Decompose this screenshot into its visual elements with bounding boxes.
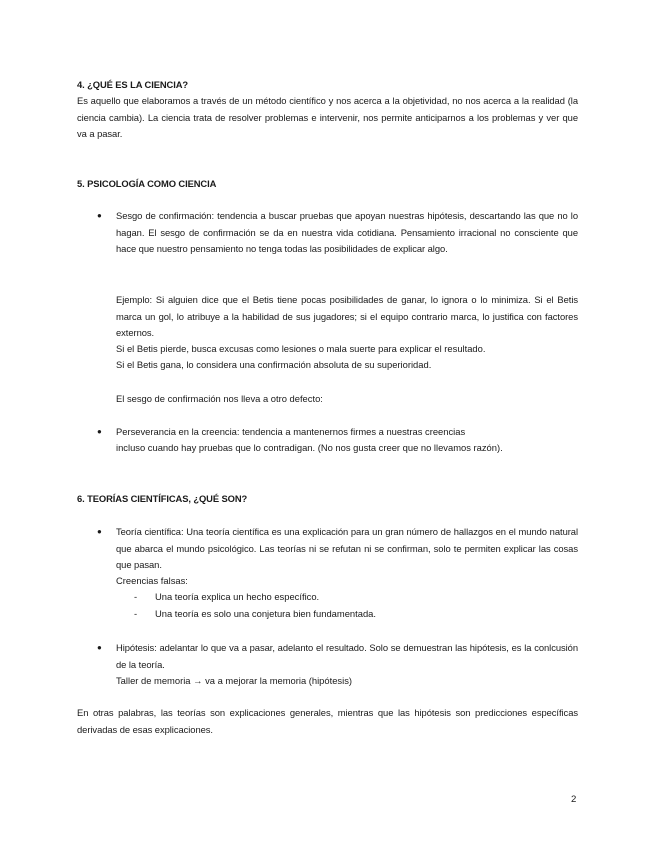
memory-workshop-example: Taller de memoria → va a mejorar la memoria (hipótesis) — [116, 675, 353, 686]
page-number: 2 — [571, 794, 577, 805]
section-4-heading: 4. ¿QUÉ ES LA CIENCIA? — [77, 79, 189, 90]
dash-icon: - — [134, 591, 138, 602]
section-6-heading: 6. TEORÍAS CIENTÍFICAS, ¿QUÉ SON? — [77, 493, 248, 504]
hypothesis-bullet: Hipótesis: adelantar lo que va a pasar, adelanto el resultado. Solo se demuestran las hipótesis, es la conlcusión de la teoría. — [116, 642, 578, 670]
confirmation-bias-bullet: Sesgo de confirmación: tendencia a buscar pruebas que apoyan nuestras hipótesis, descartando las que no lo hagan. El sesgo de confirmación se da en nuestra vida cotidiana. Pensamiento irracional no consciente que hace que nuestro pensamiento no tenga todas las posibilidades de explicar algo. — [116, 210, 578, 255]
bullet-icon: ● — [97, 527, 102, 536]
betis-example: Ejemplo: Si alguien dice que el Betis tiene pocas posibilidades de ganar, lo ignora o lo minimiza. Si el Betis marca un gol, lo atribuye a la habilidad de sus jugadores; si el equipo contrario marca, lo justifica con factores externos. — [116, 294, 578, 339]
betis-example-win: Si el Betis gana, lo considera una confirmación absoluta de su superioridad. — [116, 359, 432, 370]
section-4-paragraph: Es aquello que elaboramos a través de un método científico y nos acerca a la objetividad, no nos acerca a la realidad (la ciencia cambia). La ciencia trata de resolver problemas e intervenir, nos permite anticiparnos a los problemas y ver que va a pasar. — [77, 95, 578, 140]
false-belief-item-1: Una teoría explica un hecho específico. — [155, 591, 320, 602]
bullet-icon: ● — [97, 643, 102, 652]
betis-example-loss: Si el Betis pierde, busca excusas como lesiones o mala suerte para explicar el resultado. — [116, 343, 486, 354]
false-belief-item-2: Una teoría es solo una conjetura bien fundamentada. — [155, 608, 376, 619]
bullet-icon: ● — [97, 427, 102, 436]
belief-perseverance-line-2: incluso cuando hay pruebas que lo contradigan. (No nos gusta creer que no llevamos razón). — [116, 442, 503, 453]
false-beliefs-label: Creencias falsas: — [116, 575, 188, 586]
bullet-icon: ● — [97, 211, 102, 220]
dash-icon: - — [134, 608, 138, 619]
section-5-heading: 5. PSICOLOGÍA COMO CIENCIA — [77, 178, 217, 189]
transition-text: El sesgo de confirmación nos lleva a otro defecto: — [116, 393, 323, 404]
closing-paragraph: En otras palabras, las teorías son explicaciones generales, mientras que las hipótesis son predicciones específicas derivadas de esas explicaciones. — [77, 707, 578, 735]
belief-perseverance-line-1: Perseverancia en la creencia: tendencia a mantenernos firmes a nuestras creencias — [116, 426, 466, 437]
scientific-theory-bullet: Teoría científica: Una teoría científica es una explicación para un gran número de hallazgos en el mundo natural que abarca el mundo psicológico. Las teorías ni se refutan ni se confirman, solo te permiten explicar las cosas que pasan. — [116, 526, 578, 571]
